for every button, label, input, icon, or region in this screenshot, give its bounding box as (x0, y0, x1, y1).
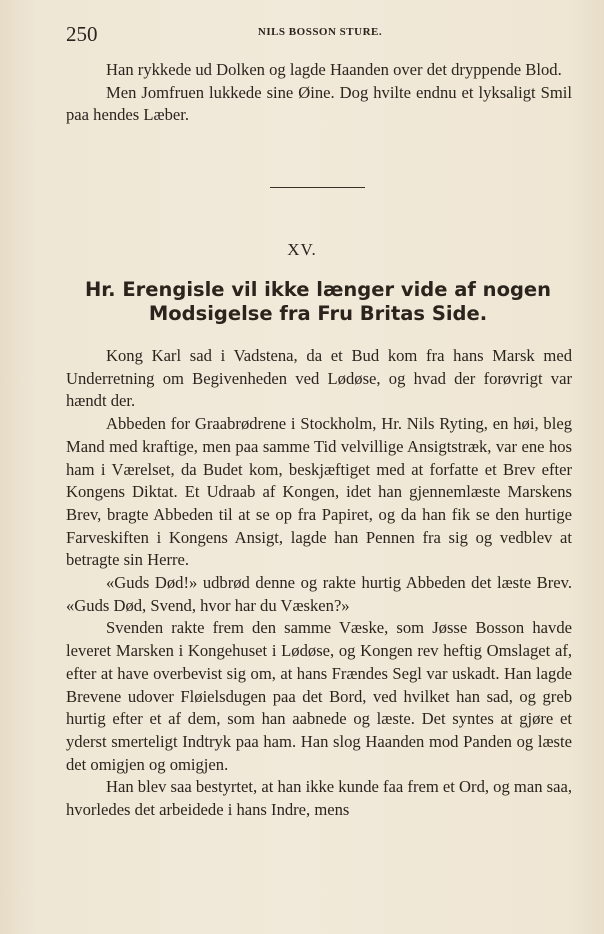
running-head: NILS BOSSON STURE. (257, 26, 383, 38)
paragraph: Han blev saa bestyrtet, at han ikke kunde faa frem et Ord, og man saa, hvorledes det arbeidede i hans Indre, mens (66, 777, 572, 820)
paragraph: Men Jomfruen lukkede sine Øine. Dog hvilte endnu et lyksaligt Smil paa hendes Læber. (66, 82, 572, 125)
paragraph: Han rykkede ud Dolken og lagde Haanden over det dryppende Blod. (106, 60, 562, 79)
paragraph: Abbeden for Graabrødrene i Stockholm, Hr. Nils Ryting, en høi, bleg Mand med kraftige, men paa samme Tid velvillige Ansigtstræk, var ene hos ham i Værelset, da Budet kom, beskjæftiget med at forfatte et Brev efter Kongens Diktat. Et Udraab af Kongen, idet han gjennemlæste Marskens Brev, bragte Abbeden til at se op fra Papiret, og da han fik se den hurtige Farveskiften i Kongens Ansigt, lagde han Pennen fra sig og vedblev at betragte sin Herre. (66, 414, 572, 570)
page-number: 250 (66, 22, 98, 46)
paragraph: Svenden rakte frem den samme Væske, som Jøsse Bosson havde leveret Marsken i Kongehuset i Lødøse, og Kongen rev heftig Omslaget af, efter at have overbevist sig om, at hans Frændes Segl var uskadt. Han lagde Brevene udover Fløielsdugen paa det Bord, ved hvilket han sad, og greb hurtig efter et af dem, som han aabnede og læste. Det syntes at gjøre et yderst smerteligt Indtryk paa ham. Han slog Haanden mod Panden og læste det omigjen og omigjen. (66, 618, 572, 774)
chapter-number: XV. (287, 240, 317, 259)
paragraph: «Guds Død!» udbrød denne og rakte hurtig Abbeden det læste Brev. «Guds Død, Svend, hvor har du Væsken?» (66, 573, 572, 615)
section-divider (270, 187, 365, 188)
page-header (66, 22, 574, 48)
chapter-title: Hr. Erengisle vil ikke længer vide af nogen Modsigelse fra Fru Britas Side. (84, 278, 552, 325)
chapter-end-text (66, 59, 572, 127)
chapter-body (66, 345, 572, 822)
paragraph: Kong Karl sad i Vadstena, da et Bud kom fra hans Marsk med Underretning om Begivenheden ved Lødøse, og hvad der forøvrigt var hændt der. (66, 346, 572, 411)
